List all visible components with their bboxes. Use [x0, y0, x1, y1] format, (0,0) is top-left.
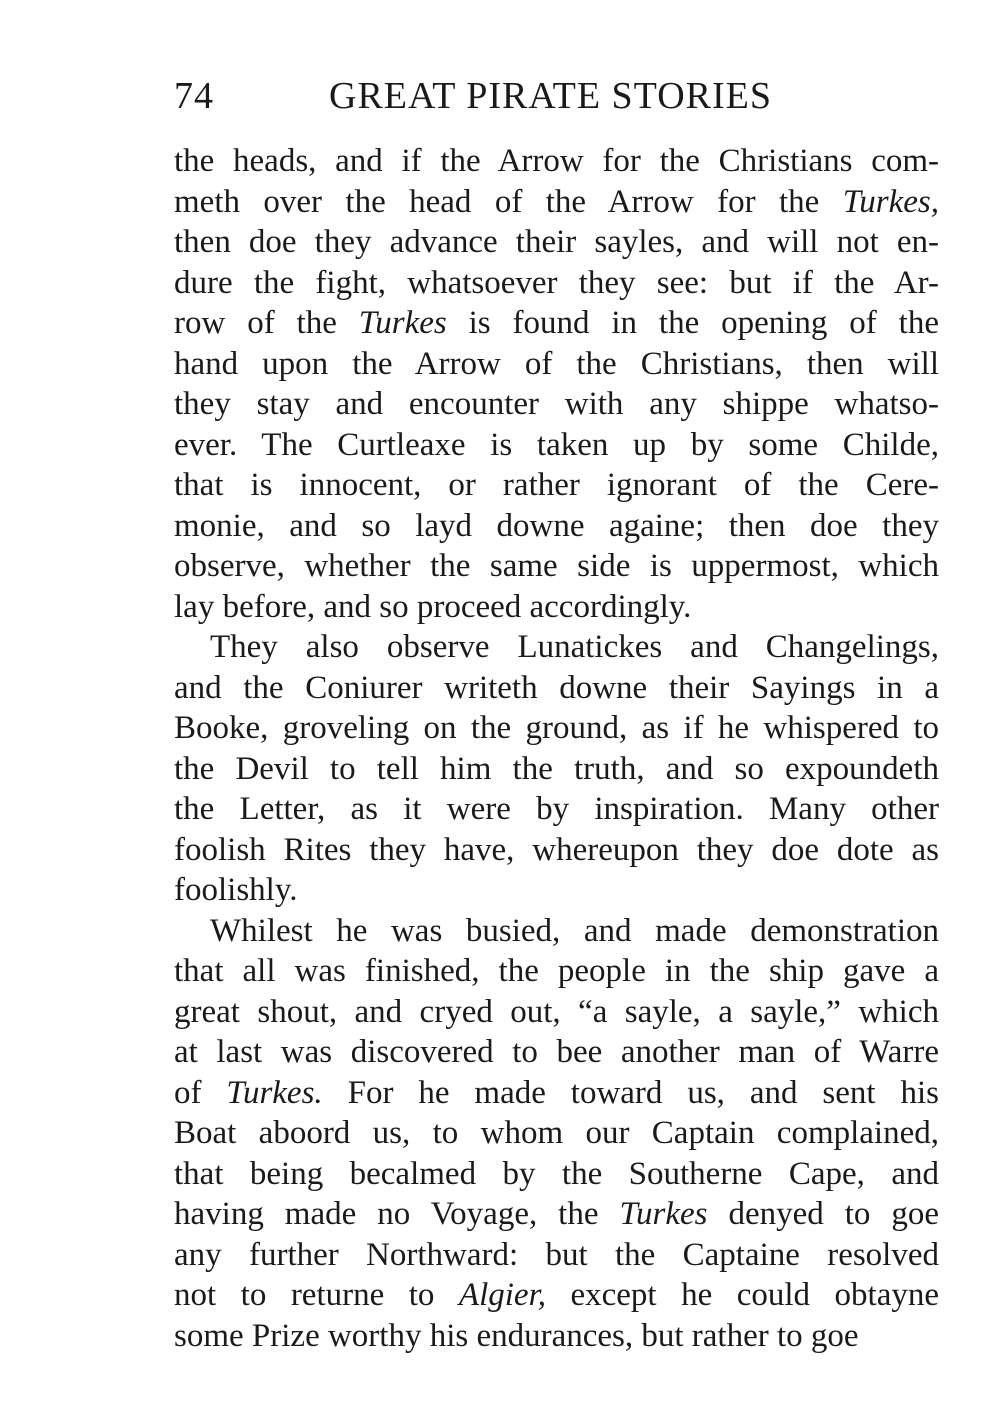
text-segment: some Prize worthy his endurances, but rather to goe	[174, 1317, 859, 1354]
text-segment: row of the	[174, 305, 359, 341]
text-line	[174, 263, 939, 304]
text-segment: the heads, and if the Arrow for the Christians com-	[174, 143, 939, 179]
text-line	[174, 384, 939, 425]
text-line	[174, 546, 939, 587]
text-line	[174, 1032, 939, 1073]
text-segment: that all was finished, the people in the ship gave a	[174, 953, 939, 989]
text-line	[174, 1073, 939, 1114]
text-segment: They also observe Lunatickes and Changelings,	[210, 629, 939, 665]
paragraph	[174, 911, 939, 1357]
text-segment: is found in the opening of the	[446, 305, 939, 341]
text-line	[174, 1194, 939, 1235]
text-line	[174, 627, 939, 668]
text-segment: of	[174, 1074, 227, 1111]
text-segment: For he made toward us, and sent his	[322, 1074, 939, 1111]
text-line	[174, 1275, 939, 1316]
paragraph	[174, 627, 939, 911]
running-title: GREAT PIRATE STORIES	[329, 75, 772, 117]
text-line	[174, 344, 939, 385]
text-line	[174, 708, 939, 749]
text-segment: the Devil to tell him the truth, and so expoundeth	[174, 750, 939, 787]
text-line	[174, 506, 939, 547]
italic-text: Turkes,	[842, 183, 939, 220]
text-segment: dure the fight, whatsoever they see: but if the Ar-	[174, 264, 939, 301]
text-line	[174, 668, 939, 709]
text-segment: observe, whether the same side is uppermost, which	[174, 548, 939, 584]
text-line	[174, 1113, 939, 1154]
page-header	[0, 72, 1000, 120]
text-line	[174, 911, 939, 952]
italic-text: Turkes	[619, 1196, 708, 1232]
text-segment: foolish Rites they have, whereupon they doe dote as	[174, 831, 939, 868]
body-text	[174, 141, 939, 1356]
text-line	[174, 141, 939, 182]
text-segment: and the Coniurer writeth downe their Sayings in a	[174, 669, 939, 706]
text-line	[174, 182, 939, 223]
italic-text: Turkes	[358, 305, 447, 341]
text-segment: ever. The Curtleaxe is taken up by some Childe,	[174, 426, 939, 463]
text-line	[174, 992, 939, 1033]
text-segment: except he could obtayne	[546, 1277, 939, 1313]
text-segment: the Letter, as it were by inspiration. Many other	[174, 791, 939, 827]
text-segment: any further Northward: but the Captaine resolved	[174, 1236, 939, 1273]
text-line	[174, 830, 939, 871]
page-number: 74	[174, 75, 214, 117]
text-segment: great shout, and cryed out, “a sayle, a sayle,” which	[174, 993, 939, 1030]
text-segment: meth over the head of the Arrow for the	[174, 183, 843, 220]
text-line	[174, 222, 939, 263]
text-line	[174, 789, 939, 830]
text-segment: then doe they advance their sayles, and will not en-	[174, 224, 939, 260]
text-segment: foolishly.	[174, 872, 298, 908]
text-line	[174, 1316, 939, 1357]
italic-text: Turkes.	[226, 1074, 323, 1111]
text-segment: not to returne to	[174, 1277, 459, 1313]
text-line	[174, 425, 939, 466]
text-segment: monie, and so layd downe againe; then doe they	[174, 507, 939, 544]
text-segment: lay before, and so proceed accordingly.	[174, 588, 692, 625]
text-line	[174, 870, 939, 911]
text-line	[174, 303, 939, 344]
text-line	[174, 951, 939, 992]
text-segment: having made no Voyage, the	[174, 1196, 620, 1232]
text-line	[174, 1235, 939, 1276]
text-segment: denyed to goe	[707, 1196, 939, 1232]
text-line	[174, 1154, 939, 1195]
text-segment: hand upon the Arrow of the Christians, then will	[174, 345, 939, 382]
text-segment: Whilest he was busied, and made demonstration	[210, 912, 939, 949]
text-segment: at last was discovered to bee another man of Warre	[174, 1034, 939, 1070]
paragraph	[174, 141, 939, 627]
text-segment: Booke, groveling on the ground, as if he whispered to	[174, 710, 939, 746]
text-segment: that being becalmed by the Southerne Cape, and	[174, 1155, 939, 1192]
text-segment: Boat aboord us, to whom our Captain complained,	[174, 1115, 939, 1151]
text-line	[174, 465, 939, 506]
text-line	[174, 587, 939, 628]
text-line	[174, 749, 939, 790]
text-segment: they stay and encounter with any shippe whatso-	[174, 386, 939, 422]
italic-text: Algier,	[458, 1277, 546, 1313]
text-segment: that is innocent, or rather ignorant of the Cere-	[174, 467, 939, 503]
